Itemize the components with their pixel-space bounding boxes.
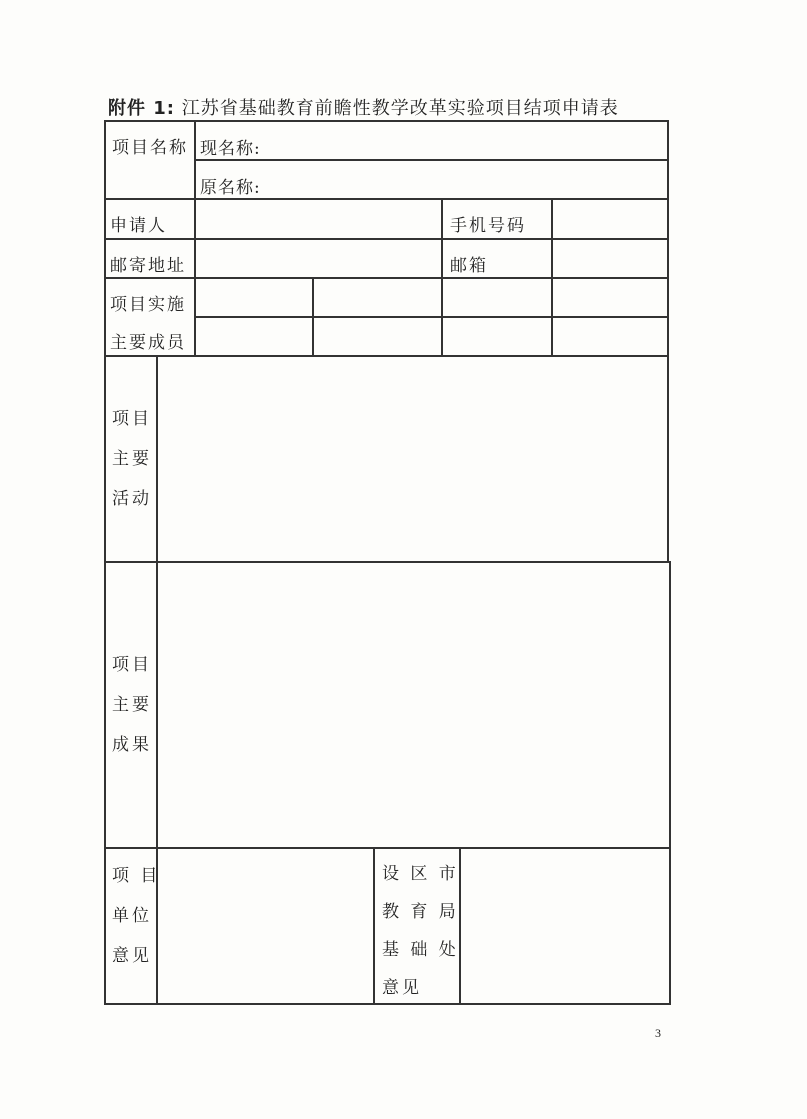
col-line [373,847,375,1004]
label-line: 项目 [112,409,152,429]
page-number: 3 [655,1026,661,1040]
achievements-field[interactable] [158,563,668,846]
unit-opinion-label [112,866,160,986]
form-title [108,94,619,120]
table-border-right [667,120,669,561]
label-line: 设 区 市 [382,864,459,884]
unit-opinion-field[interactable] [158,849,372,1002]
label-line: 活动 [112,489,152,509]
address-label: 邮寄地址 [110,256,186,276]
phone-field[interactable] [553,200,666,237]
attachment-prefix: 附件 1: [108,98,175,119]
activities-field[interactable] [158,357,666,560]
label-line: 意见 [112,946,152,966]
label-line: 意见 [382,978,422,998]
applicant-field[interactable] [196,200,440,237]
label-line: 项目 [112,655,152,675]
bureau-opinion-field[interactable] [461,849,668,1002]
bureau-opinion-label [382,864,459,1016]
col-line [194,120,196,356]
label-line: 基 础 处 [382,940,459,960]
applicant-label: 申请人 [110,216,167,236]
activities-label [112,409,152,529]
table-border-right [669,561,671,1004]
members-label-line2: 主要成员 [110,333,186,353]
current-name-field[interactable]: 现名称: [200,139,261,159]
label-line: 主要 [112,695,152,715]
col-line [312,277,314,356]
title-text: 江苏省基础教育前瞻性教学改革实验项目结项申请表 [181,98,619,119]
achievements-label [112,655,152,775]
project-name-label: 项目名称 [112,138,188,158]
email-label: 邮箱 [450,256,488,276]
members-label-line1: 项目实施 [110,295,186,315]
phone-label: 手机号码 [450,216,526,236]
label-line: 主要 [112,449,152,469]
label-line: 单位 [112,906,152,926]
label-line: 教 育 局 [382,902,459,922]
col-line [441,198,443,356]
row-line [195,159,668,161]
original-name-field[interactable]: 原名称: [200,178,261,198]
label-line: 项 目 [112,866,161,886]
row-line [104,277,668,279]
email-field[interactable] [553,240,666,276]
table-border-top [104,120,668,122]
label-line: 成果 [112,735,152,755]
row-line [195,316,668,318]
table-border-left [104,120,106,1004]
address-field[interactable] [196,240,440,276]
